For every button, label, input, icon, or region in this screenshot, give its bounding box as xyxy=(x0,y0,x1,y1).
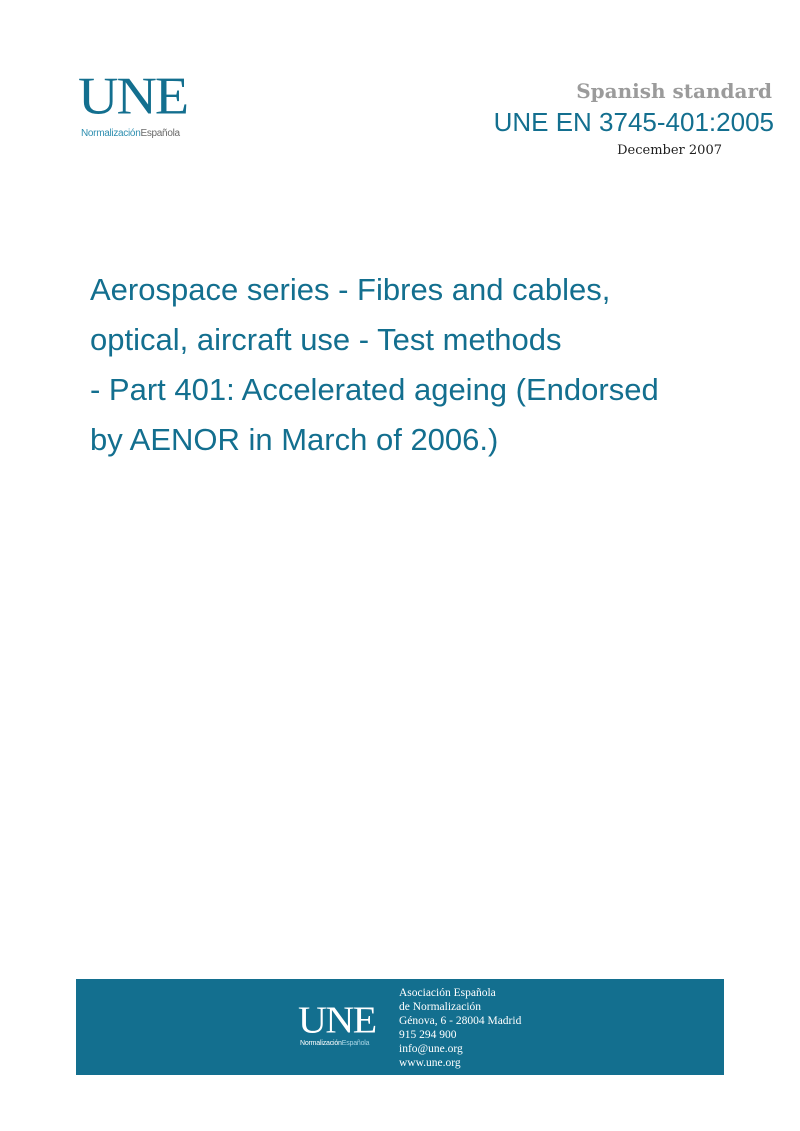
document-title xyxy=(90,265,730,465)
une-logo xyxy=(78,67,208,150)
publication-date: December 2007 xyxy=(617,143,722,158)
phone-number: 915 294 900 xyxy=(399,1029,457,1041)
footer-banner xyxy=(76,979,724,1075)
title-line: - Part 401: Accelerated ageing (Endorsed xyxy=(90,372,659,407)
street-address: Génova, 6 - 28004 Madrid xyxy=(399,1015,522,1027)
footer-contact-info xyxy=(399,986,521,1070)
website-url: www.une.org xyxy=(399,1057,461,1069)
footer-logo-sub-normalizacion: Normalización xyxy=(300,1040,342,1047)
footer-une-logo xyxy=(298,998,388,1051)
une-logo-subtitle xyxy=(81,128,180,140)
document-header xyxy=(494,78,774,160)
organization-name-line2: de Normalización xyxy=(399,1001,482,1013)
title-line: Aerospace series - Fibres and cables, xyxy=(90,272,611,307)
footer-logo-sub-espanola: Española xyxy=(341,1040,370,1047)
title-line: by AENOR in March of 2006.) xyxy=(90,422,499,457)
une-logo-mark: UNE xyxy=(78,67,188,127)
logo-sub-normalizacion: Normalización xyxy=(81,128,141,139)
footer-logo-subtitle xyxy=(300,1039,369,1048)
title-line: optical, aircraft use - Test methods xyxy=(90,322,562,357)
email-address: info@une.org xyxy=(399,1043,463,1055)
organization-name-line1: Asociación Española xyxy=(399,987,496,999)
logo-sub-espanola: Española xyxy=(140,128,180,139)
footer-logo-mark: UNE xyxy=(298,998,376,1041)
standard-code: UNE EN 3745-401:2005 xyxy=(493,107,774,137)
document-type: Spanish standard xyxy=(576,79,772,103)
